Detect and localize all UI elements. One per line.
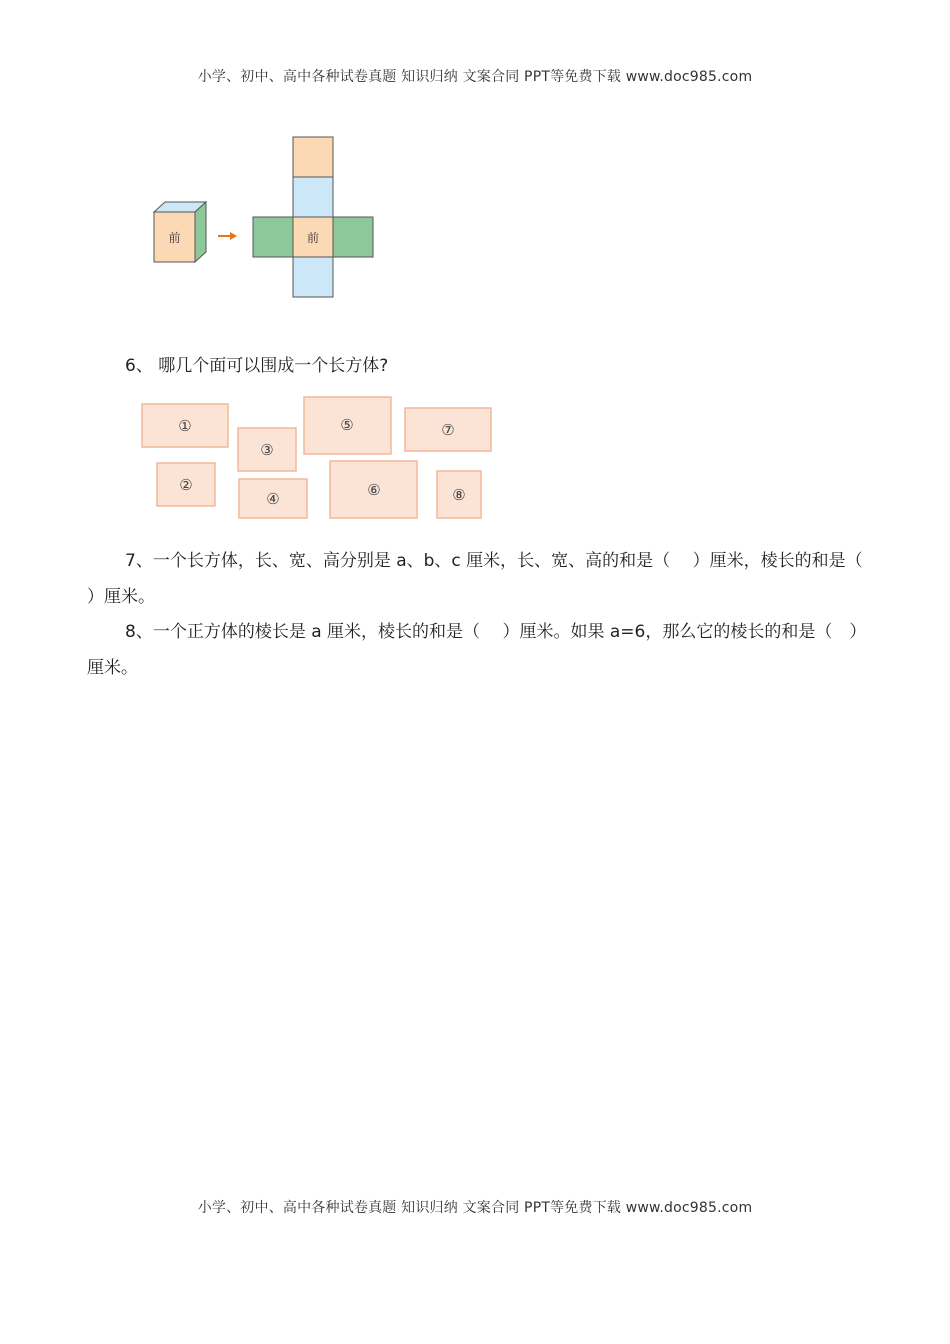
net-upper-face [293,177,333,217]
question-8 [87,614,865,686]
cube-net [253,137,373,297]
cube-side-face [195,202,206,262]
face-label-7: ⑦ [441,421,455,439]
net-front-label: 前 [306,231,320,245]
face-label-4: ④ [266,490,280,508]
question-7 [87,543,885,615]
face-label-8: ⑧ [452,486,466,504]
face-label-3: ③ [260,441,274,459]
net-right-face [333,217,373,257]
cube-illustration [154,202,206,262]
question-6: 6、 哪几个面可以围成一个长方体? [125,356,389,376]
faces-figure [138,393,498,523]
net-left-face [253,217,293,257]
face-label-2: ② [179,476,193,494]
net-top-face [293,137,333,177]
question-7-text: 7、一个长方体，长、宽、高分别是 a、b、c 厘米，长、宽、高的和是（ ）厘米，棱长的和是（ ）厘米。 [87,551,885,607]
face-label-5: ⑤ [340,416,354,434]
page-footer: 小学、初中、高中各种试卷真题 知识归纳 文案合同 PPT等免费下载 www.doc985.com [197,1200,753,1216]
face-label-6: ⑥ [367,481,381,499]
net-bottom-face [293,257,333,297]
cube-front-label: 前 [168,231,181,245]
page-header: 小学、初中、高中各种试卷真题 知识归纳 文案合同 PPT等免费下载 www.doc985.com [197,69,753,85]
arrow-icon [218,232,237,240]
cube-net-figure [150,130,390,305]
question-8-text: 8、一个正方体的棱长是 a 厘米，棱长的和是（ ）厘米。如果 a=6，那么它的棱长的和是（ ）厘米。 [87,622,858,678]
face-label-1: ① [178,417,192,435]
